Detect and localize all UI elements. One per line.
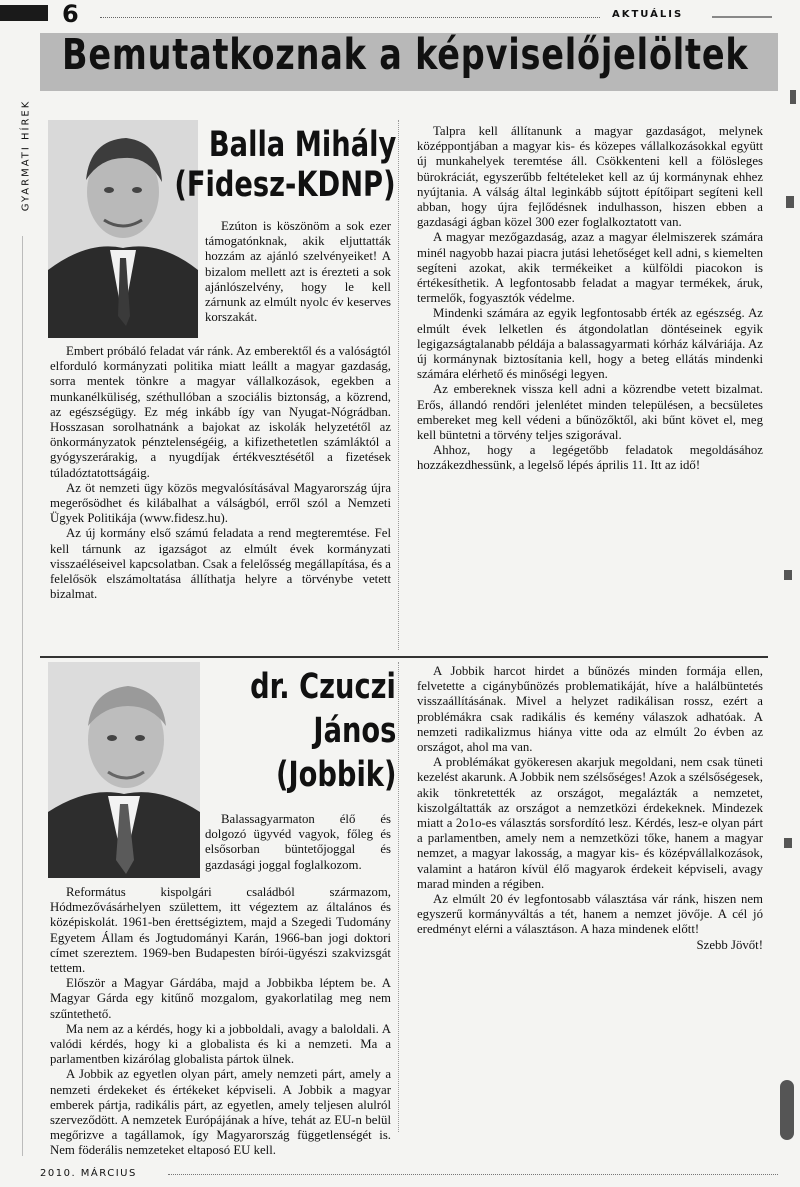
edge-mark [790,90,796,104]
paragraph: A Jobbik az egyetlen olyan párt, amely nemzeti párt, amely a nemzeti érdekeket és értékeket képviseli. A Jobbik a magyar emberek pártja, radikális párt, az egyetlen, amely teljesen alulról szerveződött. A nemzetek Európájának a híve, tehát az EU-n belül megőrizve a tagállamok, így Magyarország függetlenségét is. Nem föderális nemzeteket eltaposó EU kell. [50,1067,391,1158]
footer-date: 2010. MÁRCIUS [40,1168,137,1179]
candidate2-photo [48,662,200,878]
column-divider [398,120,399,650]
section-divider [40,656,768,658]
candidate1-photo [48,120,198,338]
paragraph: Ma nem az a kérdés, hogy ki a jobboldali, avagy a baloldali. A valódi kérdés, hogy ki a globalista és ki a nemzeti. Ma a parlamentben kizárólag globalista pártok ülnek. [50,1021,391,1067]
side-label [16,90,34,230]
column-divider [398,662,399,1132]
paragraph: Talpra kell állítanunk a magyar gazdaságot, melynek középpontjában a magyar kis- és közepes vállalkozásokkal együtt új munkahelyek teremtése áll. Csökkenteni kell a fölösleges bürokráciát, egyszerűbb feltételeket kell az új kormánynak ehhez nyújtania. A válság által leginkább sújtott építőipart segíteni kell abban, hogy újra fejlődésnek indulhasson, hiszen ebben a gazdasági ágban közel 300 ezer foglalkoztatott van. [417,124,763,230]
paragraph: Az öt nemzeti ügy közös megvalósításával Magyarország újra megerősödhet és kilábalhat a válságból, erről szól a Nemzeti Ügyek Politikája (www.fidesz.hu). [50,480,391,526]
page-number: 6 [62,0,79,28]
candidate2-party: (Jobbik) [275,755,396,795]
paragraph: Először a Magyar Gárdába, majd a Jobbikba léptem be. A Magyar Gárda egy kitűnő mozgalom, gyakorlatilag meg nem szűntethető. [50,976,391,1021]
candidate1-name: Balla Mihály [208,125,396,165]
footer-rule [168,1174,778,1175]
paragraph: Embert próbáló feladat vár ránk. Az emberektől és a valóságtól elforduló kormányzati politika miatt leállt a magyar gazdaság, sorra mentek tönkre a magyar vállalkozások, egekben a munkanélküliség, széthullóban a szociális biztonság, a közrend, az egészségügy. Ez még inkább így van Nyugat-Nógrádban. Hosszasan sorolhatnánk a bajokat az iskolák helyzetétől az önkormányzatok pénztelenségéig, a kifizethetetlen számláktól a gyógyszerárakig, a nyugdíjak értékvesztésétől a fizetések túladóztatottságáig. [50,344,391,480]
header-rule [100,17,600,18]
paragraph: A Jobbik harcot hirdet a bűnözés minden formája ellen, felvetette a cigánybűnözés problematikáját, híve a halálbüntetés visszaállításának. Mivel a helyzet radikálisan rossz, ezért a problémákra csak radikális és kemény válaszok adhatóak. A nemzeti radikalizmus hiánya vitte oda az elmúlt 2o évben az országot, ahol ma van. [417,664,763,755]
edge-mark [784,838,792,848]
paragraph: A magyar mezőgazdaság, azaz a magyar élelmiszerek számára minél nagyobb hazai piacra jutási lehetőséget kell adni, s kiemelten segíteni azokat, akik termékeiket a külföldi piacokon is értékesíthetik. A legfontosabb feladat a magyar termékek, áruk, termelők, fogyasztók védelme. [417,230,763,306]
candidate2-column-left [50,885,391,1159]
paragraph: Az új kormány első számú feladata a rend megteremtése. Fel kell tárnunk az igazságot az elmúlt évek kormányzati visszaéléseivel kapcsolatban. Csak a felelősség megállapítása, és a felelősök elszámoltatása állíthatja helyre a törvénybe vetett bizalmat. [50,526,391,602]
candidate1-column-left [50,344,391,602]
candidate2-column-right [417,664,763,953]
paragraph: Balassagyarmaton élő és dolgozó ügyvéd vagyok, főleg és elsősorban büntetőjoggal és gazdasági joggal foglalkozom. [205,812,391,872]
paragraph: Mindenki számára az egyik legfontosabb érték az egészség. Az elmúlt évek lelketlen és átgondolatlan döntéseinek egyik legigazságtalanabb példája a balassagyarmati kórház kálváriája. Az új kormánynak biztosítania kell, hogy a beteg ellátás mindenki számára elérhető és minőségi legyen. [417,306,763,382]
side-rule [22,236,23,1156]
candidate2-name-line1: dr. Czuczi [250,667,396,707]
section-title: AKTUÁLIS [612,9,684,20]
paragraph: Az elmúlt 20 év legfontosabb választása vár ránk, hiszen nem egyszerű kormányváltás a tét, hanem a nemzet jövője. A cél jó eredményt elérni a választáson. A haza mindenek előtt! [417,892,763,937]
headline: Bemutatkoznak a képviselőjelöltek [62,30,749,80]
candidate1-intro [205,219,391,325]
candidate1-column-right [417,124,763,474]
paragraph: Ezúton is köszönöm a sok ezer támogatónknak, akik eljuttatták hozzám az ajánló szelvényeiket! A bizalom mellett azt is érezteti a sok ajánlószelvény, hogy le kell zárnunk az elmúlt nyolc év keserves korszakát. [205,219,391,325]
edge-mark [780,1080,794,1140]
header-rule-right [712,16,772,18]
header-bar [0,5,48,21]
paragraph: Ahhoz, hogy a legégetőbb feladatok megoldásához hozzákezdhessünk, a legelső lépés április 11. Itt az idő! [417,443,763,473]
closing-line: Szebb Jövőt! [696,937,763,952]
side-label-text: GYARMATI HÍREK [20,99,32,212]
candidate2-name-line2: János [312,711,396,751]
candidate2-intro [205,812,391,873]
paragraph: A problémákat gyökeresen akarjuk megoldani, nem csak tüneti kezelést akarunk. A Jobbik nem szélsőséges! Azok a szélsőségesek, akik tönkretették az országot, megalázták a nemzetet, kiszolgáltatták az országot a nemzetközi érdekeknek. Mindezek miatt a 2o1o-es választás sorsfordító lesz. Kérdés, lesz-e olyan párt a parlamentben, amely nem a nemzetközi tőke, hanem a magyar nemzet, a magyar lakosság, a magyar kis- és középvállalkozások, valamint a határon kívül élő magyarok érdekeit képviseli, avagy marad minden a régiben. [417,755,763,891]
paragraph: Református kispolgári családból származom, Hódmezővásárhelyen születtem, itt végeztem az általános és középiskolát. 1961-ben érettségiztem, majd a Szegedi Tudomány Egyetem Állam és Jogtudományi Karán, 1966-ban jogi doktori címet szereztem. 1969-ben Budapesten bírói-ügyészi szakvizsgát tettem. [50,885,391,976]
edge-mark [786,196,794,208]
candidate1-party: (Fidesz-KDNP) [174,165,396,205]
paragraph: Az embereknek vissza kell adni a közrendbe vetett bizalmat. Erős, állandó rendőri jelenlétet minden településen, a becsületes embereket meg kell védeni a bűnözőktől, aki bűnt követ el, meg kell büntetni a törvény teljes szigorával. [417,382,763,443]
edge-mark [784,570,792,580]
